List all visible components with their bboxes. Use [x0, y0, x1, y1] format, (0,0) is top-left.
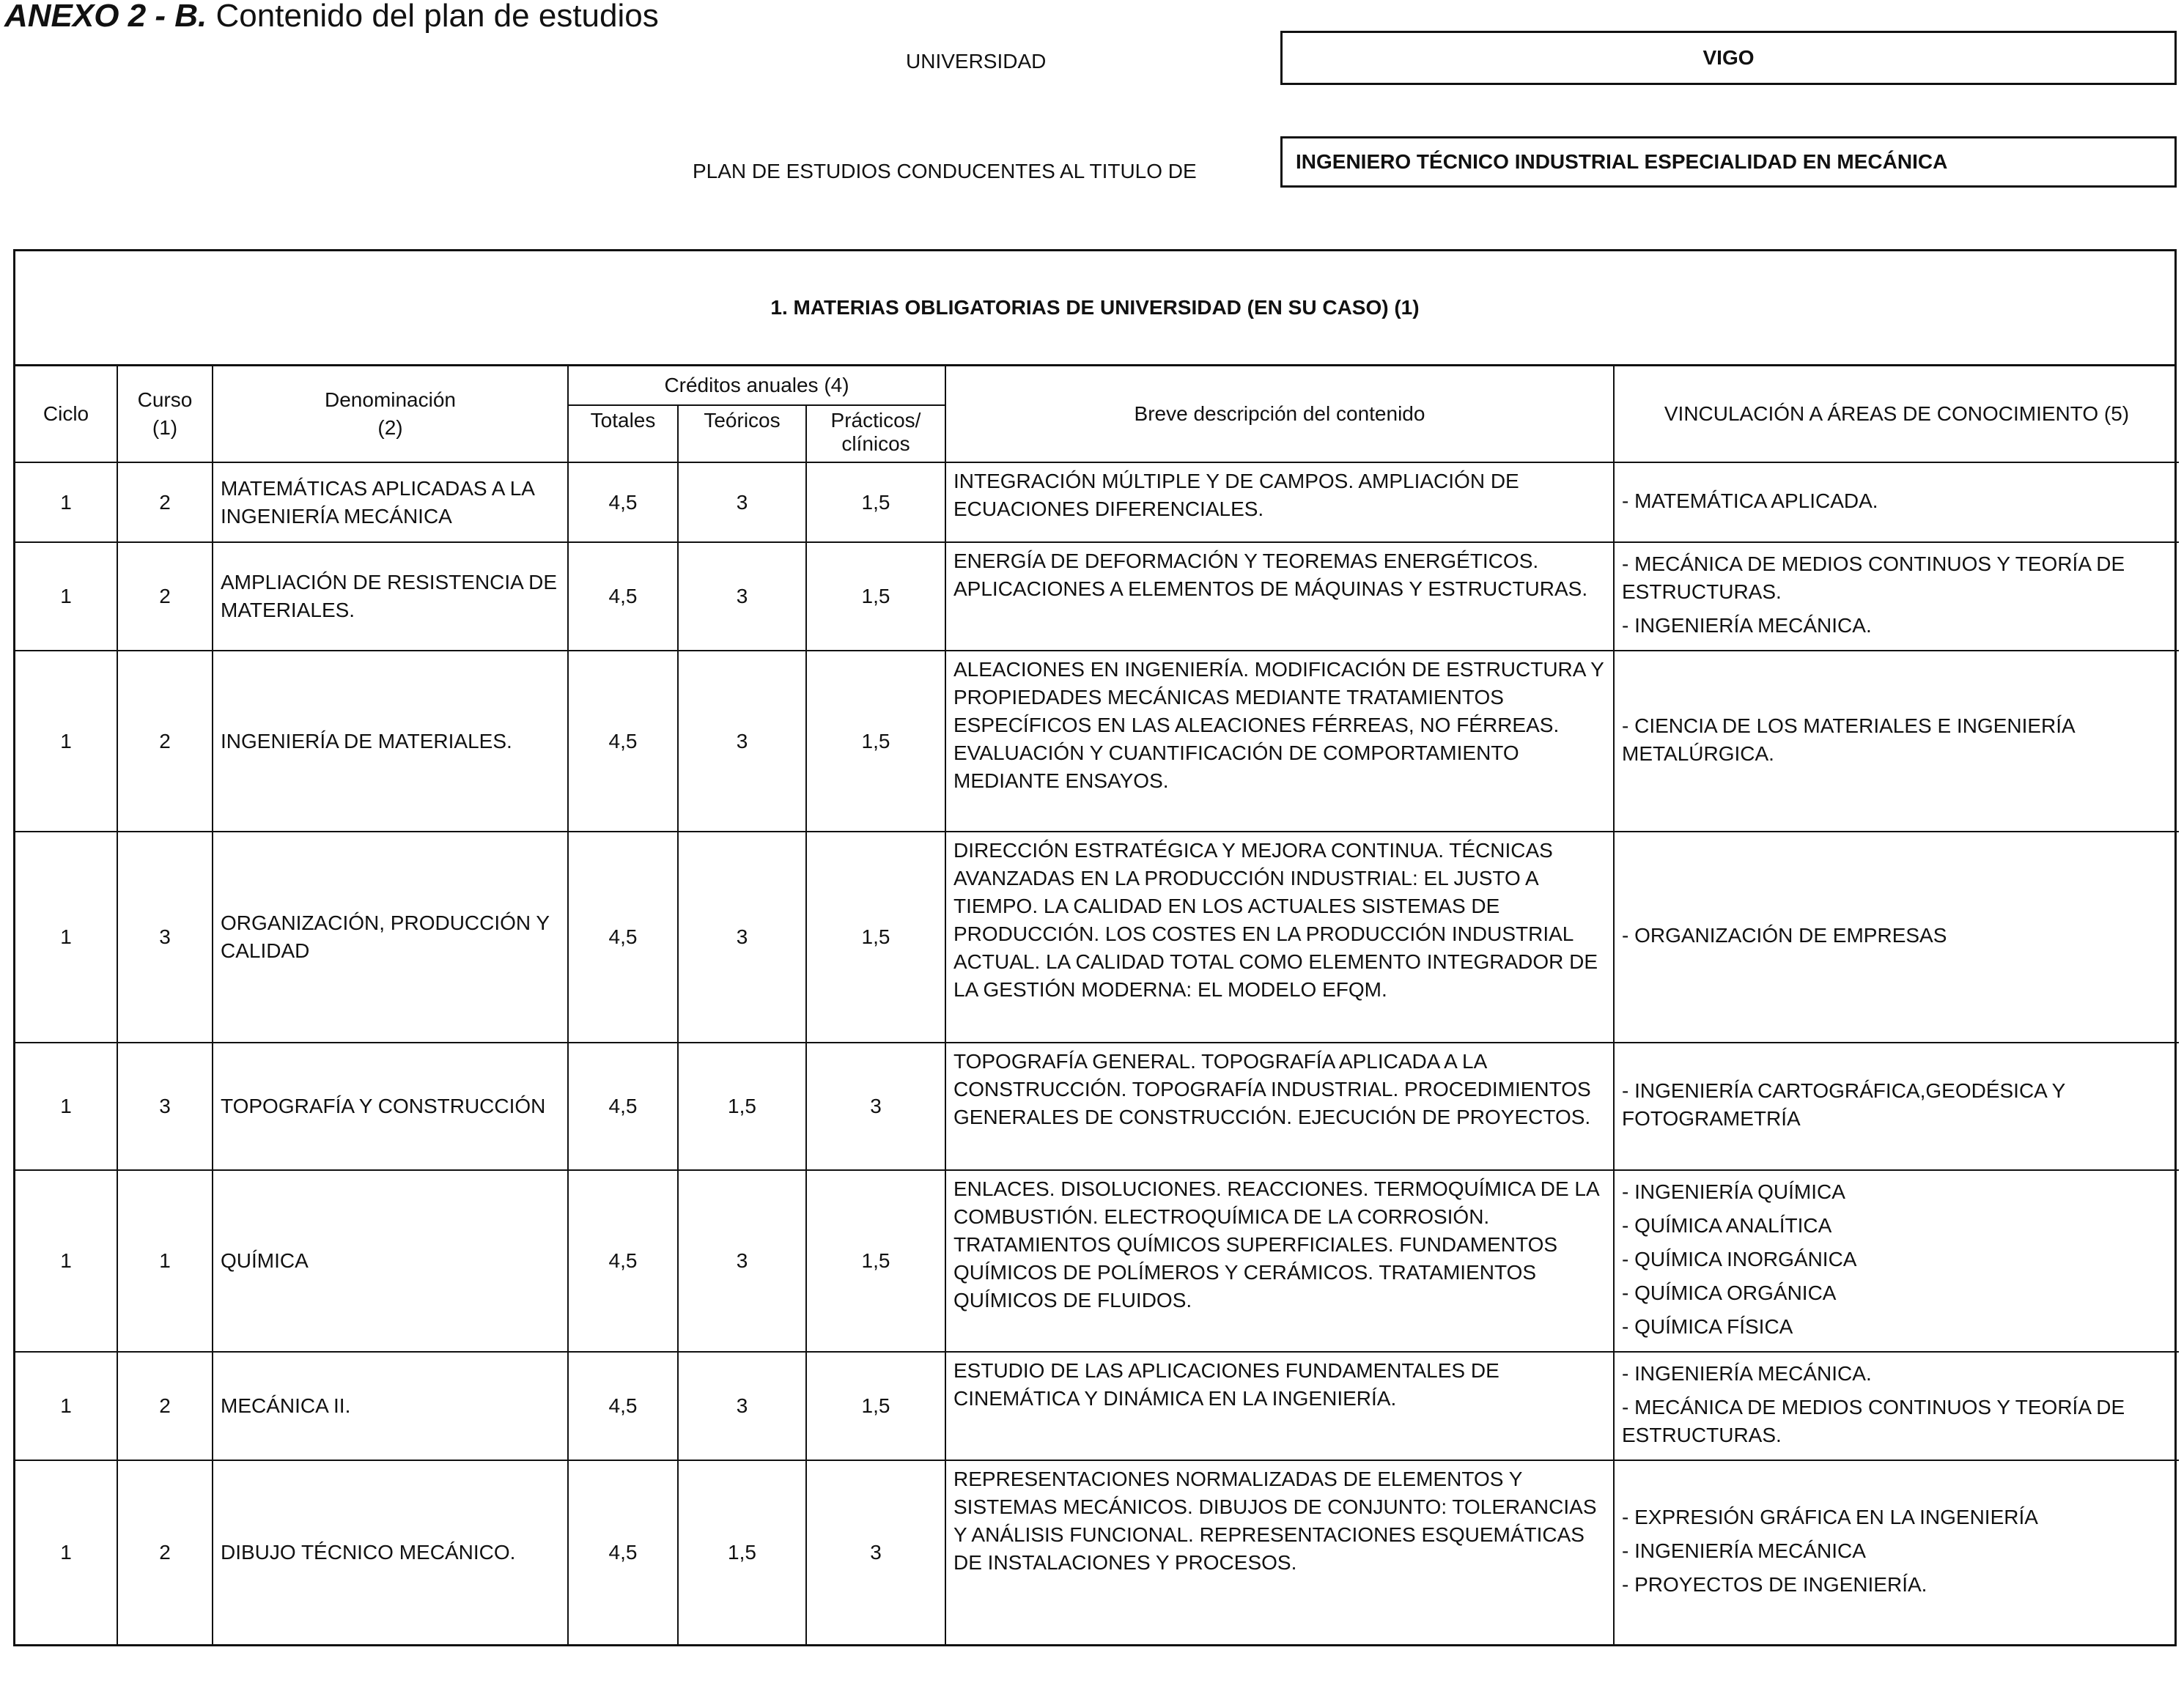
- cell-ciclo: 1: [15, 832, 117, 1043]
- header-denominacion-label: Denominación: [325, 388, 456, 411]
- cell-descripcion: ALEACIONES EN INGENIERÍA. MODIFICACIÓN DE ESTRUCTURA Y PROPIEDADES MECÁNICAS MEDIANTE TRATAMIENTOS ESPECÍFICOS EN LAS ALEACIONES FÉRREAS, NO FÉRREAS. EVALUACIÓN Y CUANTIFICACIÓN DE COMPORTAMIENTO MEDIANTE ENSAYOS.: [945, 651, 1614, 832]
- cell-teoricos: 1,5: [678, 1043, 806, 1170]
- table-row: [15, 462, 2179, 542]
- cell-vinculacion: [1614, 462, 2179, 542]
- cell-descripcion: DIRECCIÓN ESTRATÉGICA Y MEJORA CONTINUA. TÉCNICAS AVANZADAS EN LA PRODUCCIÓN INDUSTRIAL: EL JUSTO A TIEMPO. LA CALIDAD EN LOS ACTUALES SISTEMAS DE PRODUCCIÓN. LOS COSTES EN LA PRODUCCIÓN INDUSTRIAL ACTUAL. LA CALIDAD TOTAL COMO ELEMENTO INTEGRADOR DE LA GESTIÓN MODERNA: EL MODELO EFQM.: [945, 832, 1614, 1043]
- header-descripcion: Breve descripción del contenido: [945, 366, 1614, 462]
- knowledge-area-item: - QUÍMICA ANALÍTICA: [1622, 1214, 1832, 1237]
- header-curso-label: Curso: [137, 388, 193, 411]
- table-body: [15, 462, 2179, 1644]
- cell-vinculacion: [1614, 1170, 2179, 1352]
- cell-ciclo: 1: [15, 651, 117, 832]
- cell-ciclo: 1: [15, 1170, 117, 1352]
- cell-descripcion: TOPOGRAFÍA GENERAL. TOPOGRAFÍA APLICADA A LA CONSTRUCCIÓN. TOPOGRAFÍA INDUSTRIAL. PROCEDIMIENTOS GENERALES DE CONSTRUCCIÓN. EJECUCIÓN DE PROYECTOS.: [945, 1043, 1614, 1170]
- cell-curso: 3: [117, 832, 213, 1043]
- header-curso-note: (1): [152, 416, 178, 439]
- cell-practicos: 3: [806, 1043, 945, 1170]
- cell-practicos: 1,5: [806, 542, 945, 651]
- annex-number: ANEXO 2 - B.: [4, 0, 207, 34]
- cell-curso: 2: [117, 462, 213, 542]
- cell-descripcion: REPRESENTACIONES NORMALIZADAS DE ELEMENTOS Y SISTEMAS MECÁNICOS. DIBUJOS DE CONJUNTO: TOLERANCIAS Y ANÁLISIS FUNCIONAL. REPRESENTACIONES ESQUEMÁTICAS DE INSTALACIONES Y PROCESOS.: [945, 1460, 1614, 1644]
- knowledge-area-item: - INGENIERÍA MECÁNICA: [1622, 1539, 1866, 1562]
- subjects-table-container: [13, 249, 2177, 1646]
- knowledge-area-item: - INGENIERÍA QUÍMICA: [1622, 1180, 1845, 1203]
- cell-descripcion: ESTUDIO DE LAS APLICACIONES FUNDAMENTALES DE CINEMÁTICA Y DINÁMICA EN LA INGENIERÍA.: [945, 1352, 1614, 1460]
- university-label: UNIVERSIDAD: [906, 50, 1047, 73]
- university-value-box: [1280, 31, 2177, 85]
- knowledge-area-item: - EXPRESIÓN GRÁFICA EN LA INGENIERÍA: [1622, 1506, 2038, 1528]
- table-row: [15, 651, 2179, 832]
- cell-curso: 2: [117, 1460, 213, 1644]
- cell-vinculacion: [1614, 832, 2179, 1043]
- degree-label: PLAN DE ESTUDIOS CONDUCENTES AL TITULO DE: [693, 160, 1197, 182]
- cell-practicos: 1,5: [806, 462, 945, 542]
- cell-ciclo: 1: [15, 1043, 117, 1170]
- cell-denominacion: MATEMÁTICAS APLICADAS A LA INGENIERÍA MECÁNICA: [213, 462, 568, 542]
- cell-vinculacion: [1614, 1043, 2179, 1170]
- table-row: [15, 1460, 2179, 1644]
- table-header: [15, 366, 2179, 462]
- cell-denominacion: DIBUJO TÉCNICO MECÁNICO.: [213, 1460, 568, 1644]
- cell-curso: 2: [117, 651, 213, 832]
- degree-value: INGENIERO TÉCNICO INDUSTRIAL ESPECIALIDAD EN MECÁNICA: [1296, 150, 1948, 173]
- table-row: [15, 1170, 2179, 1352]
- cell-totales: 4,5: [568, 1352, 678, 1460]
- cell-teoricos: 1,5: [678, 1460, 806, 1644]
- cell-denominacion: TOPOGRAFÍA Y CONSTRUCCIÓN: [213, 1043, 568, 1170]
- cell-teoricos: 3: [678, 651, 806, 832]
- cell-ciclo: 1: [15, 542, 117, 651]
- cell-denominacion: MECÁNICA II.: [213, 1352, 568, 1460]
- degree-value-box: [1280, 136, 2177, 188]
- header-denominacion-note: (2): [377, 416, 403, 439]
- header-totales: Totales: [568, 405, 678, 462]
- cell-denominacion: ORGANIZACIÓN, PRODUCCIÓN Y CALIDAD: [213, 832, 568, 1043]
- document-heading: [4, 0, 659, 37]
- cell-denominacion: INGENIERÍA DE MATERIALES.: [213, 651, 568, 832]
- cell-ciclo: 1: [15, 1352, 117, 1460]
- heading-text: Contenido del plan de estudios: [207, 0, 659, 34]
- cell-descripcion: ENLACES. DISOLUCIONES. REACCIONES. TERMOQUÍMICA DE LA COMBUSTIÓN. ELECTROQUÍMICA DE LA CORROSIÓN. TRATAMIENTOS QUÍMICOS SUPERFICIALES. FUNDAMENTOS QUÍMICOS DE POLÍMEROS Y CERÁMICOS. TRATAMIENTOS QUÍMICOS DE FLUIDOS.: [945, 1170, 1614, 1352]
- knowledge-area-item: - ORGANIZACIÓN DE EMPRESAS: [1622, 924, 1947, 947]
- cell-curso: 3: [117, 1043, 213, 1170]
- cell-totales: 4,5: [568, 832, 678, 1043]
- cell-practicos: 3: [806, 1460, 945, 1644]
- header-practicos: Prácticos/ clínicos: [806, 405, 945, 462]
- knowledge-area-item: - QUÍMICA ORGÁNICA: [1622, 1281, 1837, 1304]
- cell-totales: 4,5: [568, 462, 678, 542]
- cell-teoricos: 3: [678, 832, 806, 1043]
- knowledge-area-item: - MATEMÁTICA APLICADA.: [1622, 489, 1878, 512]
- cell-vinculacion: [1614, 1352, 2179, 1460]
- cell-teoricos: 3: [678, 542, 806, 651]
- cell-curso: 1: [117, 1170, 213, 1352]
- knowledge-area-item: - QUÍMICA INORGÁNICA: [1622, 1248, 1857, 1270]
- cell-practicos: 1,5: [806, 832, 945, 1043]
- cell-ciclo: 1: [15, 462, 117, 542]
- header-curso: [117, 366, 213, 462]
- header-ciclo: Ciclo: [15, 366, 117, 462]
- knowledge-area-item: - PROYECTOS DE INGENIERÍA.: [1622, 1573, 1927, 1596]
- cell-vinculacion: [1614, 1460, 2179, 1644]
- knowledge-area-item: - QUÍMICA FÍSICA: [1622, 1315, 1793, 1338]
- cell-practicos: 1,5: [806, 1352, 945, 1460]
- university-value: VIGO: [1702, 46, 1755, 69]
- header-teoricos: Teóricos: [678, 405, 806, 462]
- cell-denominacion: QUÍMICA: [213, 1170, 568, 1352]
- cell-vinculacion: [1614, 542, 2179, 651]
- header-vinculacion: VINCULACIÓN A ÁREAS DE CONOCIMIENTO (5): [1614, 366, 2179, 462]
- table-row: [15, 542, 2179, 651]
- cell-teoricos: 3: [678, 1170, 806, 1352]
- header-creditos: Créditos anuales (4): [568, 366, 945, 405]
- section-title: 1. MATERIAS OBLIGATORIAS DE UNIVERSIDAD (EN SU CASO) (1): [15, 251, 2174, 366]
- table-row: [15, 832, 2179, 1043]
- cell-practicos: 1,5: [806, 651, 945, 832]
- knowledge-area-item: - CIENCIA DE LOS MATERIALES E INGENIERÍA METALÚRGICA.: [1622, 714, 2075, 765]
- subjects-table: [15, 366, 2179, 1644]
- cell-denominacion: AMPLIACIÓN DE RESISTENCIA DE MATERIALES.: [213, 542, 568, 651]
- cell-practicos: 1,5: [806, 1170, 945, 1352]
- knowledge-area-item: - INGENIERÍA MECÁNICA.: [1622, 614, 1872, 637]
- table-row: [15, 1352, 2179, 1460]
- table-row: [15, 1043, 2179, 1170]
- cell-totales: 4,5: [568, 651, 678, 832]
- cell-descripcion: INTEGRACIÓN MÚLTIPLE Y DE CAMPOS. AMPLIACIÓN DE ECUACIONES DIFERENCIALES.: [945, 462, 1614, 542]
- cell-totales: 4,5: [568, 542, 678, 651]
- knowledge-area-item: - MECÁNICA DE MEDIOS CONTINUOS Y TEORÍA DE ESTRUCTURAS.: [1622, 1396, 2125, 1446]
- cell-teoricos: 3: [678, 462, 806, 542]
- cell-vinculacion: [1614, 651, 2179, 832]
- header-denominacion: [213, 366, 568, 462]
- cell-totales: 4,5: [568, 1460, 678, 1644]
- cell-descripcion: ENERGÍA DE DEFORMACIÓN Y TEOREMAS ENERGÉTICOS. APLICACIONES A ELEMENTOS DE MÁQUINAS Y ESTRUCTURAS.: [945, 542, 1614, 651]
- cell-curso: 2: [117, 542, 213, 651]
- cell-curso: 2: [117, 1352, 213, 1460]
- cell-totales: 4,5: [568, 1043, 678, 1170]
- knowledge-area-item: - INGENIERÍA CARTOGRÁFICA,GEODÉSICA Y FOTOGRAMETRÍA: [1622, 1079, 2065, 1130]
- knowledge-area-item: - INGENIERÍA MECÁNICA.: [1622, 1362, 1872, 1385]
- cell-teoricos: 3: [678, 1352, 806, 1460]
- cell-ciclo: 1: [15, 1460, 117, 1644]
- cell-totales: 4,5: [568, 1170, 678, 1352]
- knowledge-area-item: - MECÁNICA DE MEDIOS CONTINUOS Y TEORÍA DE ESTRUCTURAS.: [1622, 552, 2125, 603]
